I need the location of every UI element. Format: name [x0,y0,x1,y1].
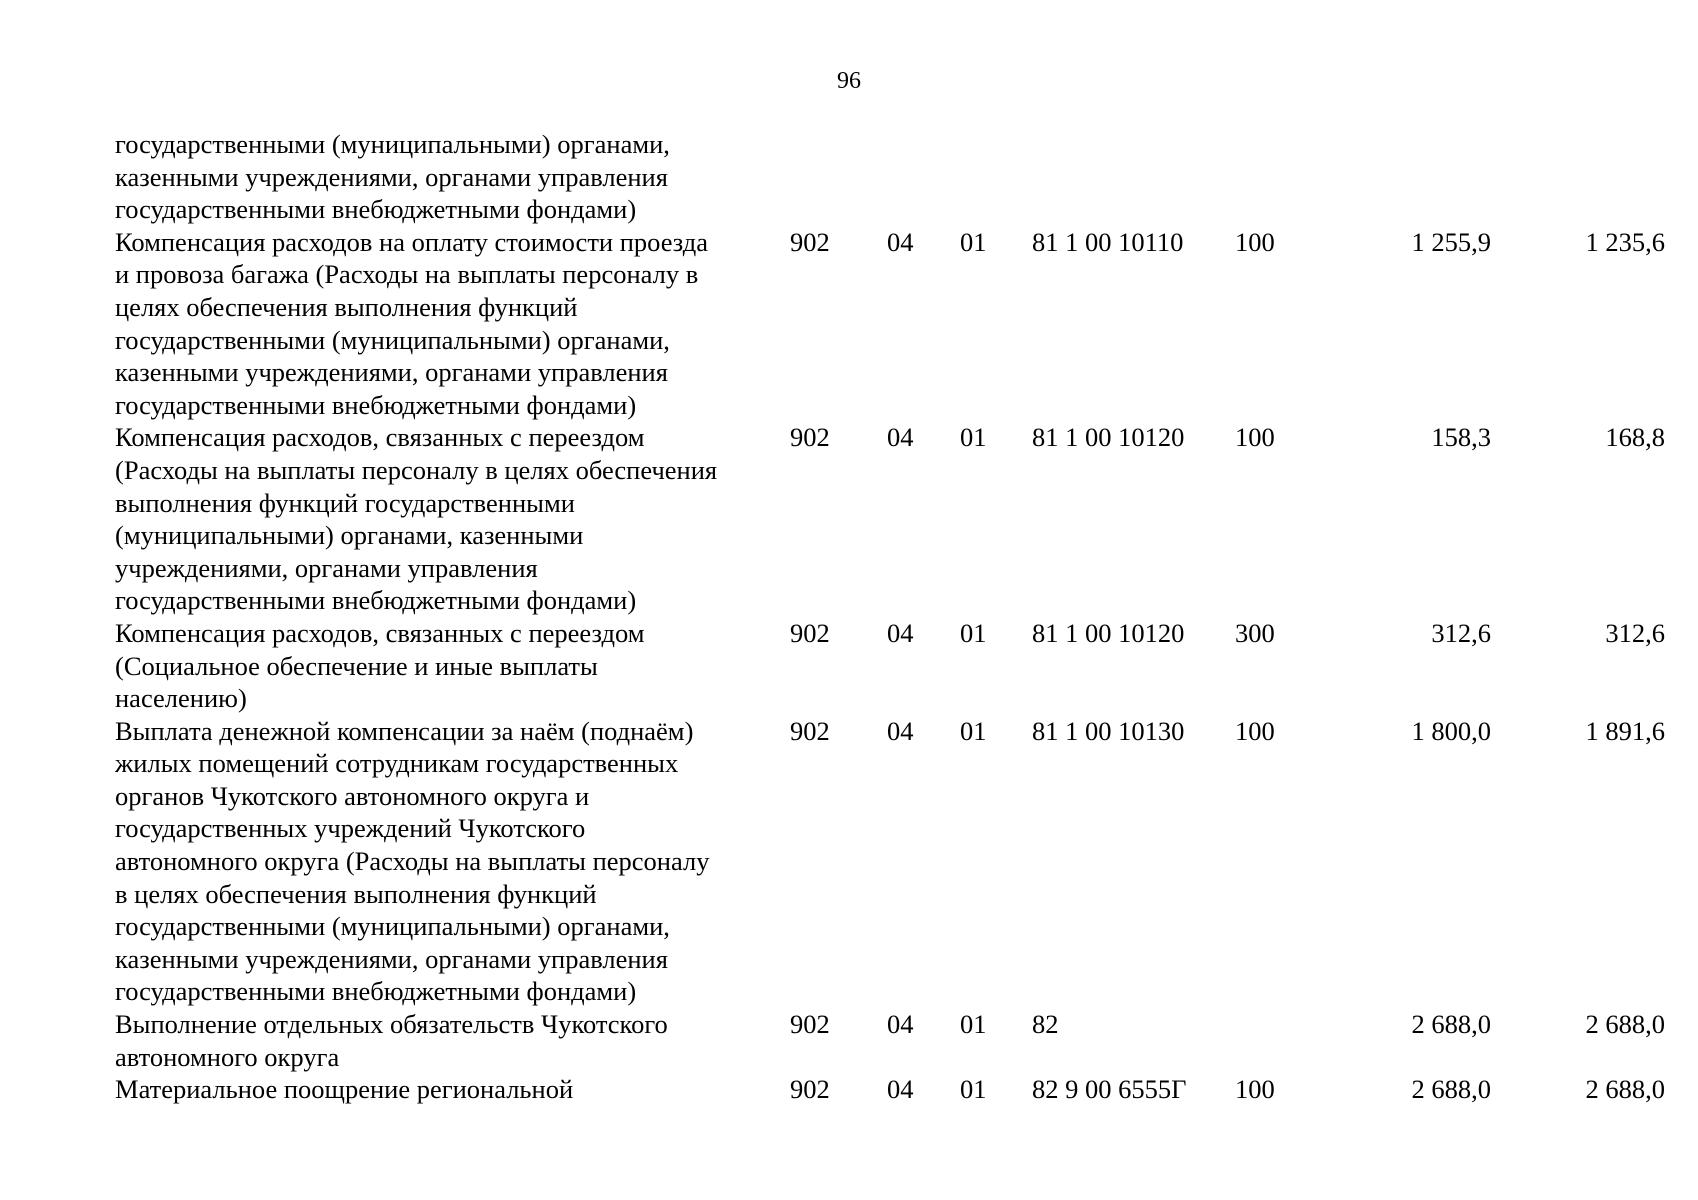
description-line: государственными внебюджетными фондами) [115,585,637,616]
description-cell [115,1008,790,1073]
subsection-code-cell: 01 [960,1009,987,1040]
table-row [115,226,1665,422]
description-line: (Социальное обеспечение и иные выплаты [115,650,598,681]
description-cell [115,421,790,617]
expense-type-cell [1235,1008,1355,1073]
description-line: выполнения функций государственными [115,487,575,518]
description-line: государственными внебюджетными фондами) [115,389,637,420]
amount-year2-cell: 168,8 [1605,422,1665,453]
description-cell [115,715,790,1008]
section-code-cell: 04 [887,422,914,453]
description-line: Компенсация расходов, связанных с переездом [115,422,645,453]
description-line: государственными (муниципальными) органами, [115,129,670,159]
description-line: и провоза багажа (Расходы на выплаты персоналу в [115,259,699,290]
grbs-code-cell: 902 [790,1074,830,1105]
expense-type-cell: 100 [1235,226,1275,257]
subsection-code-cell: 01 [960,617,987,648]
section-code-cell: 04 [887,617,914,648]
description-cell [115,617,790,715]
amount-year1-cell: 312,6 [1431,617,1491,648]
target-article-cell [1032,128,1235,226]
description-cell [115,1073,790,1106]
amount-year1-cell: 158,3 [1431,422,1491,453]
target-article-cell: 82 9 00 6555Г [1032,1074,1187,1105]
subsection-code-cell: 01 [960,715,987,746]
section-code-cell: 04 [887,715,914,746]
grbs-code-cell: 902 [790,1009,830,1040]
subsection-code-cell: 01 [960,226,987,257]
expense-type-cell: 100 [1235,422,1275,453]
description-line: автономного округа [115,1041,340,1072]
description-line: Компенсация расходов, связанных с переездом [115,617,645,648]
expense-type-cell: 300 [1235,617,1275,648]
subsection-code-cell: 01 [960,1074,987,1105]
description-line: жилых помещений сотрудникам государственных [115,748,679,779]
description-line: в целях обеспечения выполнения функций [115,878,597,909]
description-line: казенными учреждениями, органами управления [115,161,668,192]
target-article-cell: 82 [1032,1009,1059,1040]
description-line: государственными (муниципальными) органами, [115,911,670,942]
section-code-cell: 04 [887,1074,914,1105]
page-number: 96 [837,68,861,94]
description-line: учреждениями, органами управления [115,552,538,583]
description-line: органов Чукотского автономного округа и [115,780,590,811]
description-cell [115,128,790,226]
description-line: государственными внебюджетными фондами) [115,194,637,225]
description-line: государственными (муниципальными) органами, [115,324,670,355]
table-row [115,1008,1665,1073]
description-line: государственных учреждений Чукотского [115,813,586,844]
expense-type-cell: 100 [1235,715,1275,746]
amount-year2-cell: 1 235,6 [1585,226,1665,257]
subsection-code-cell [960,128,1032,226]
section-code-cell: 04 [887,1009,914,1040]
amount-year1-cell: 1 255,9 [1411,226,1491,257]
budget-table [115,128,1665,1106]
description-line: Выполнение отдельных обязательств Чукотского [115,1009,668,1040]
grbs-code-cell: 902 [790,715,830,746]
description-line: Компенсация расходов на оплату стоимости проезда [115,226,709,257]
amount-year2-cell: 2 688,0 [1585,1009,1665,1040]
grbs-code-cell [790,128,887,226]
amount-year1-cell: 2 688,0 [1411,1009,1491,1040]
amount-year2-cell: 1 891,6 [1585,715,1665,746]
description-cell [115,226,790,422]
grbs-code-cell: 902 [790,422,830,453]
amount-year2-cell: 312,6 [1605,617,1665,648]
section-code-cell: 04 [887,226,914,257]
target-article-cell: 81 1 00 10120 [1032,617,1185,648]
table-row [115,715,1665,1008]
description-line: (муниципальными) органами, казенными [115,520,584,551]
table-row [115,421,1665,617]
target-article-cell: 81 1 00 10130 [1032,715,1185,746]
description-line: казенными учреждениями, органами управления [115,357,668,388]
expense-type-cell: 100 [1235,1074,1275,1105]
description-line: государственными внебюджетными фондами) [115,976,637,1007]
grbs-code-cell: 902 [790,617,830,648]
description-line: населению) [115,683,247,714]
subsection-code-cell: 01 [960,422,987,453]
section-code-cell [887,128,960,226]
amount-year2-cell [1491,128,1665,226]
amount-year1-cell [1355,128,1491,226]
target-article-cell: 81 1 00 10110 [1032,226,1184,257]
amount-year1-cell: 1 800,0 [1411,715,1491,746]
description-line: Материальное поощрение региональной [115,1074,574,1105]
table-body [115,128,1665,1106]
description-line: целях обеспечения выполнения функций [115,291,578,322]
target-article-cell: 81 1 00 10120 [1032,422,1185,453]
grbs-code-cell: 902 [790,226,830,257]
table-row [115,617,1665,715]
amount-year1-cell: 2 688,0 [1411,1074,1491,1105]
table-row [115,128,1665,226]
description-line: (Расходы на выплаты персоналу в целях обеспечения [115,454,718,485]
description-line: автономного округа (Расходы на выплаты персоналу [115,846,710,877]
expense-type-cell [1235,128,1355,226]
table-row [115,1073,1665,1106]
description-line: казенными учреждениями, органами управления [115,943,668,974]
amount-year2-cell: 2 688,0 [1585,1074,1665,1105]
description-line: Выплата денежной компенсации за наём (поднаём) [115,715,694,746]
